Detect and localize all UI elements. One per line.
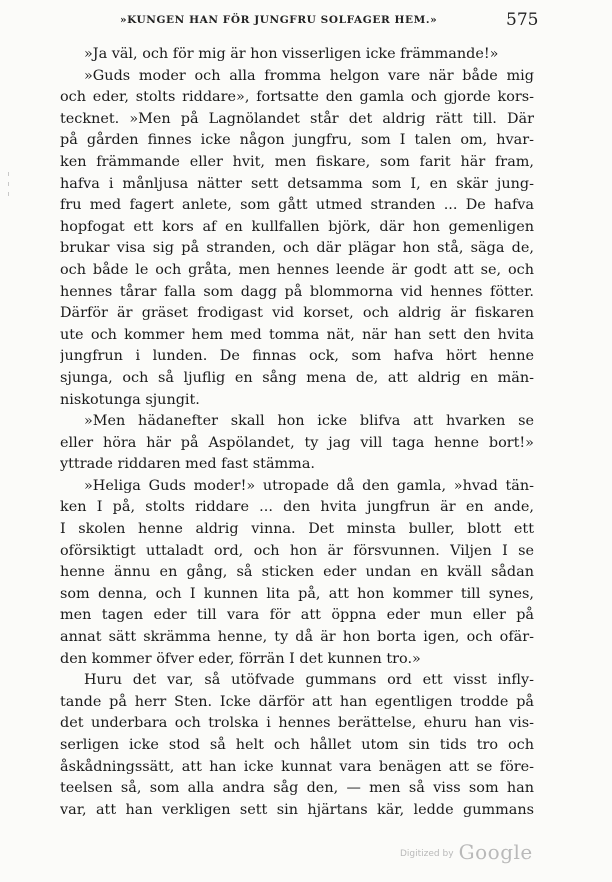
text-line: hafva i månljusa nätter sett detsamma som I, en skär jung- bbox=[60, 175, 534, 192]
text-line: hennes tårar falla som dagg på blommorna vid hennes fötter. bbox=[60, 283, 534, 300]
text-line: oförsiktigt uttaladt ord, och hon är försvunnen. Viljen I se bbox=[60, 542, 534, 559]
text-line: yttrade riddaren med fast stämma. bbox=[60, 456, 315, 473]
text-line: henne ännu en gång, så sticken eder undan en kväll sådan bbox=[60, 564, 534, 581]
text-line: »Ja väl, och för mig är hon visserligen icke främmande!» bbox=[84, 46, 499, 62]
text-line: annat sätt skrämma henne, ty då är hon borta igen, och ofär- bbox=[60, 629, 534, 646]
text-line: niskotunga sjungit. bbox=[60, 391, 200, 408]
text-line: »Men hädanefter skall hon icke blifva att hvarken se bbox=[84, 413, 534, 430]
text-line: tecknet. »Men på Lagnölandet står det aldrig rätt till. Där bbox=[60, 110, 534, 127]
text-line: »Heliga Guds moder!» utropade då den gamla, »hvad tän- bbox=[84, 477, 534, 494]
text-line: på gården finnes icke någon jungfru, som I talen om, hvar- bbox=[60, 132, 534, 149]
text-line: hopfogat ett kors af en kullfallen björk, där hon gemenligen bbox=[60, 218, 534, 235]
text-line: ken främmande eller hvit, men fiskare, som farit här fram, bbox=[60, 153, 534, 170]
text-line: åskådningssätt, att han icke kunnat vara benägen att se före- bbox=[60, 758, 534, 775]
text-line: ken I på, stolts riddare ... den hvita jungfrun är en ande, bbox=[60, 499, 534, 516]
text-line: sjunga, och så ljuflig en sång mena de, att aldrig en män- bbox=[60, 369, 534, 386]
text-line: ute och kommer hem med tomma nät, när han sett den hvita bbox=[60, 326, 534, 343]
digitized-watermark bbox=[400, 840, 533, 864]
body-text bbox=[60, 44, 534, 821]
text-line: och både le och gråta, men hennes leende är godt att se, och bbox=[60, 261, 534, 278]
text-line: eller höra här på Aspölandet, ty jag vill taga henne bort!» bbox=[60, 434, 534, 451]
text-line: det underbara och trolska i hennes berättelse, ehuru han vis- bbox=[60, 715, 534, 732]
margin-mark bbox=[8, 192, 9, 196]
text-line: teelsen så, som alla andra såg den, — men så viss som han bbox=[60, 780, 534, 797]
text-line: fru med fagert anlete, som gått utmed stranden ... De hafva bbox=[60, 197, 534, 214]
page-number: 575 bbox=[506, 10, 539, 30]
text-line: tande på herr Sten. Icke därför att han egentligen trodde på bbox=[60, 693, 534, 710]
text-line: »Guds moder och alla fromma helgon vare när både mig bbox=[84, 67, 534, 84]
text-line: brukar visa sig på stranden, och där plägar hon stå, säga de, bbox=[60, 240, 534, 257]
text-line: I skolen henne aldrig vinna. Det minsta buller, blott ett bbox=[60, 521, 534, 538]
running-header: »KUNGEN HAN FÖR JUNGFRU SOLFAGER HEM.» bbox=[120, 14, 438, 26]
text-line: som denna, och I kunnen lita på, att hon kommer till synes, bbox=[60, 585, 534, 602]
text-line: men tagen eder till vara för att öppna eder mun eller på bbox=[60, 607, 534, 624]
google-logo: Google bbox=[458, 840, 533, 864]
text-line: Därför är gräset frodigast vid korset, och aldrig är fiskaren bbox=[60, 305, 534, 322]
text-line: den kommer öfver eder, förrän I det kunnen tro.» bbox=[60, 650, 421, 667]
text-line: serligen icke stod så helt och hållet utom sin tids tro och bbox=[60, 737, 534, 753]
watermark-caption: Digitized by bbox=[400, 849, 454, 859]
text-line: jungfrun i lunden. De finnas ock, som hafva hört henne bbox=[60, 348, 534, 365]
margin-mark bbox=[8, 182, 9, 186]
margin-mark bbox=[8, 172, 9, 176]
text-line: och eder, stolts riddare», fortsatte den gamla och gjorde kors- bbox=[60, 89, 534, 106]
text-line: Huru det var, så utöfvade gummans ord ett visst infly- bbox=[84, 672, 534, 689]
text-line: var, att han verkligen sett sin hjärtans kär, ledde gummans bbox=[60, 801, 534, 818]
